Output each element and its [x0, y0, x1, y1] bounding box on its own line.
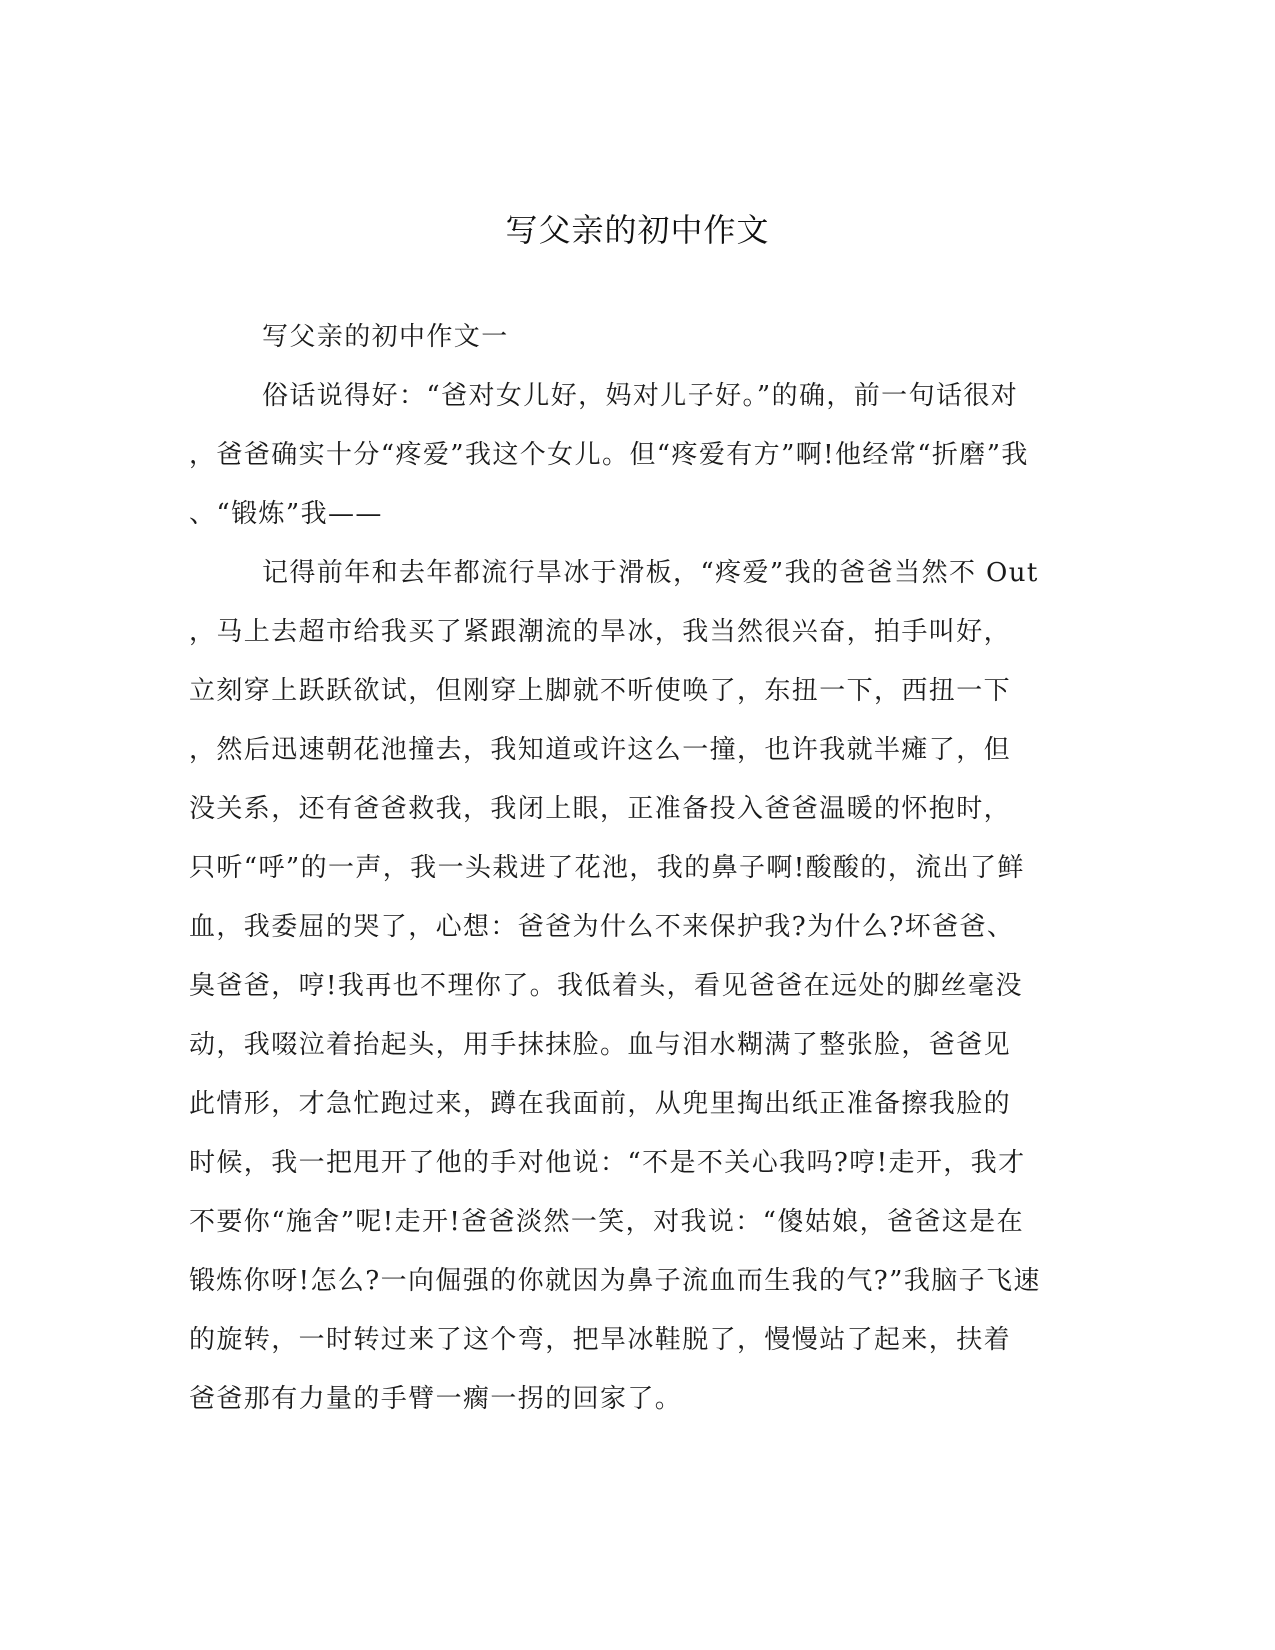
paragraph-line: 只听“呼”的一声，我一头栽进了花池，我的鼻子啊!酸酸的，流出了鲜: [189, 853, 1025, 883]
section-heading: 写父亲的初中作文一: [262, 322, 509, 352]
paragraph-line: 时候，我一把甩开了他的手对他说：“不是不关心我吗?哼!走开，我才: [189, 1148, 1026, 1178]
paragraph-line: ，马上去超市给我买了紧跟潮流的旱冰，我当然很兴奋，拍手叫好，: [189, 617, 1012, 647]
paragraph-line: 俗话说得好：“爸对女儿好，妈对儿子好。”的确，前一句话很对: [262, 381, 1019, 411]
paragraph-line: 立刻穿上跃跃欲试，但刚穿上脚就不听使唤了，东扭一下，西扭一下: [189, 676, 1012, 706]
paragraph-line: 没关系，还有爸爸救我，我闭上眼，正准备投入爸爸温暖的怀抱时，: [189, 794, 1012, 824]
document-title: 写父亲的初中作文: [505, 211, 770, 249]
paragraph-line: 、“锻炼”我——: [189, 499, 383, 529]
paragraph-line: ，爸爸确实十分“疼爱”我这个女儿。但“疼爱有方”啊!他经常“折磨”我: [189, 440, 1029, 470]
paragraph-line: 锻炼你呀!怎么?一向倔强的你就因为鼻子流血而生我的气?”我脑子飞速: [189, 1266, 1041, 1296]
paragraph-line: 臭爸爸，哼!我再也不理你了。我低着头，看见爸爸在远处的脚丝毫没: [189, 971, 1023, 1001]
paragraph-line: 动，我啜泣着抬起头，用手抹抹脸。血与泪水糊满了整张脸，爸爸见: [189, 1030, 1012, 1060]
paragraph-line: 此情形，才急忙跑过来，蹲在我面前，从兜里掏出纸正准备擦我脸的: [189, 1089, 1012, 1119]
paragraph-line: 不要你“施舍”呢!走开!爸爸淡然一笑，对我说：“傻姑娘，爸爸这是在: [189, 1207, 1024, 1237]
paragraph-line: 血，我委屈的哭了，心想：爸爸为什么不来保护我?为什么?坏爸爸、: [189, 912, 1015, 942]
paragraph-line: ，然后迅速朝花池撞去，我知道或许这么一撞，也许我就半瘫了，但: [189, 735, 1012, 765]
paragraph-line: 记得前年和去年都流行旱冰于滑板，“疼爱”我的爸爸当然不 Out: [262, 558, 1039, 588]
paragraph-line: 的旋转，一时转过来了这个弯，把旱冰鞋脱了，慢慢站了起来，扶着: [189, 1325, 1012, 1355]
paragraph-line: 爸爸那有力量的手臂一瘸一拐的回家了。: [189, 1384, 683, 1414]
